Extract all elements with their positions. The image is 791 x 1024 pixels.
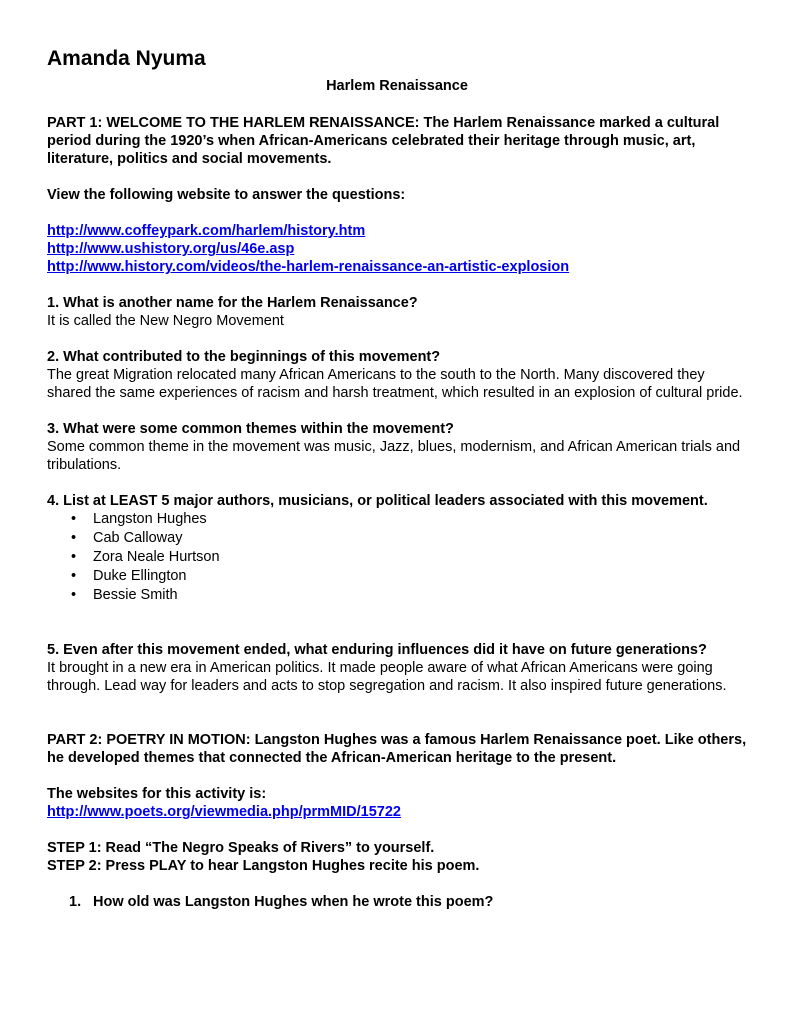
answer-5: It brought in a new era in American politics. It made people aware of what African Americans were going through. Lead way for leaders and acts to stop segregation and racism. It also inspired future generations. [47,660,727,694]
question-5: 5. Even after this movement ended, what enduring influences did it have on future generations? [47,642,707,658]
link-poets[interactable]: http://www.poets.org/viewmedia.php/prmMID/15722 [47,804,401,820]
bullet-icon: • [71,549,77,565]
document-page [47,44,747,911]
bullet-icon: • [71,511,77,527]
question-number: 1. [69,894,82,910]
answer-2: The great Migration relocated many African Americans to the south to the North. Many discovered they shared the same experiences of racism and harsh treatment, which resulted in an explosion of cultural pride. [47,367,743,401]
list-item: • Bessie Smith [71,587,178,603]
part2-intro: PART 2: POETRY IN MOTION: Langston Hughes was a famous Harlem Renaissance poet. Like others, he developed themes that connected the African-American heritage to the present. [47,732,747,766]
question-text: How old was Langston Hughes when he wrote this poem? [93,894,494,910]
step-1: STEP 1: Read “The Negro Speaks of Rivers” to yourself. [47,840,435,856]
question-3: 3. What were some common themes within the movement? [47,421,454,437]
bullet-icon: • [71,530,77,546]
list-item: • Cab Calloway [71,530,183,546]
step-2: STEP 2: Press PLAY to hear Langston Hughes recite his poem. [47,858,480,874]
bullet-icon: • [71,568,77,584]
document-title: Harlem Renaissance [326,78,468,94]
link-ushistory[interactable]: http://www.ushistory.org/us/46e.asp [47,241,295,257]
bullet-icon: • [71,587,77,603]
link-coffeypark[interactable]: http://www.coffeypark.com/harlem/history.htm [47,223,366,239]
list-item: • Zora Neale Hurtson [71,549,220,565]
answer-1: It is called the New Negro Movement [47,313,284,329]
list-item: • Duke Ellington [71,568,187,584]
link-history-video[interactable]: http://www.history.com/videos/the-harlem-renaissance-an-artistic-explosion [47,259,570,275]
link-list [47,222,747,276]
answer-3: Some common theme in the movement was music, Jazz, blues, modernism, and African American trials and tribulations. [47,439,741,473]
question-4: 4. List at LEAST 5 major authors, musicians, or political leaders associated with this movement. [47,493,708,509]
list-item: • Langston Hughes [71,511,207,527]
part2-websites-label: The websites for this activity is: [47,786,267,802]
author-name: Amanda Nyuma [47,47,206,70]
part1-intro: PART 1: WELCOME TO THE HARLEM RENAISSANCE: The Harlem Renaissance marked a cultural period during the 1920’s when African-Americans celebrated their heritage through music, art, literature, politics and social movements. [47,115,720,167]
part1-instructions: View the following website to answer the questions: [47,187,406,203]
leaders-list [47,510,747,605]
part2-question-1 [47,893,747,911]
question-2: 2. What contributed to the beginnings of this movement? [47,349,441,365]
question-1: 1. What is another name for the Harlem Renaissance? [47,295,418,311]
